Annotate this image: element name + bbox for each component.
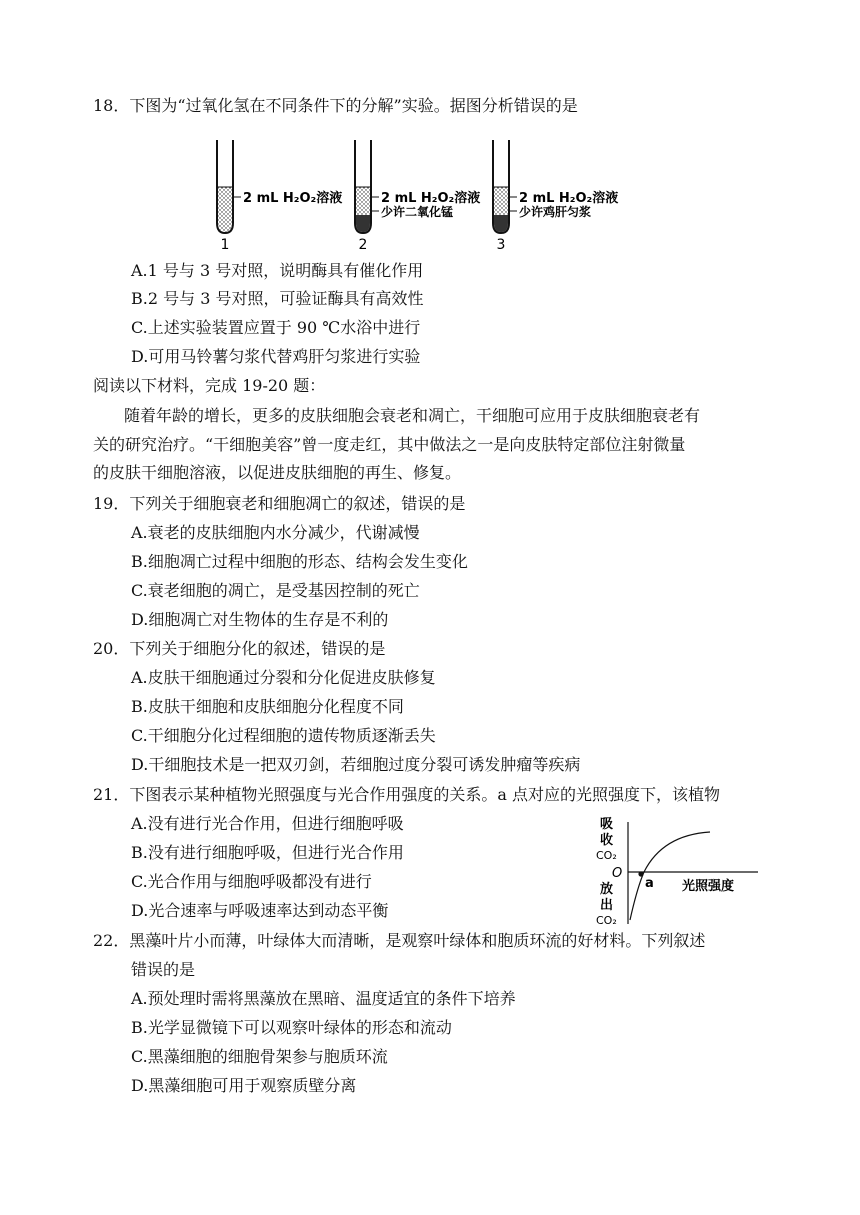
tube-2-number: 2: [358, 237, 368, 253]
y-top-label-3: CO₂: [596, 849, 617, 862]
q21-option-a: A.没有进行光合作用，但进行细胞呼吸: [131, 814, 404, 833]
q18-option-b: B.2 号与 3 号对照，可验证酶具有高效性: [131, 289, 424, 308]
q22-stem-line-2: 错误的是: [131, 960, 196, 979]
tube-1-number: 1: [220, 237, 230, 253]
tube-3-label: 2 mL H₂O₂溶液: [519, 191, 619, 206]
q20-option-d: D.干细胞技术是一把双刃剑，若细胞过度分裂可诱发肿瘤等疾病: [131, 755, 581, 774]
q18-option-d: D.可用马铃薯匀浆代替鸡肝匀浆进行实验: [131, 347, 421, 366]
q18-option-c: C.上述实验装置应置于 90 ℃水浴中进行: [131, 318, 421, 337]
q22-option-c: C.黑藻细胞的细胞骨架参与胞质环流: [131, 1047, 388, 1066]
q21-option-d: D.光合速率与呼吸速率达到动态平衡: [131, 901, 389, 920]
test-tube-3: [493, 140, 618, 253]
q22-option-b: B.光学显微镜下可以观察叶绿体的形态和流动: [131, 1018, 452, 1037]
q21-option-c: C.光合作用与细胞呼吸都没有进行: [131, 872, 372, 891]
tube-2-label: 2 mL H₂O₂溶液: [381, 191, 481, 206]
y-top-label-2: 收: [600, 833, 614, 848]
origin-label: O: [612, 866, 623, 881]
x-axis-label: 光照强度: [682, 879, 735, 894]
y-bottom-label-1: 放: [600, 882, 614, 897]
y-bottom-label-3: CO₂: [596, 914, 617, 927]
q21-stem: 21．下图表示某种植物光照强度与光合作用强度的关系。a 点对应的光照强度下，该植物: [93, 785, 720, 804]
q18-stem: 18．下图为“过氧化氢在不同条件下的分解”实验。据图分析错误的是: [93, 96, 578, 115]
q22-option-d: D.黑藻细胞可用于观察质壁分离: [131, 1076, 357, 1095]
q19-option-b: B.细胞凋亡过程中细胞的形态、结构会发生变化: [131, 552, 468, 571]
point-a-marker: [638, 871, 643, 876]
q21-light-photosynthesis-graph: [590, 812, 770, 930]
tube-3-number: 3: [496, 237, 506, 253]
material-line-3: 的皮肤干细胞溶液，以促进皮肤细胞的再生、修复。: [93, 463, 462, 482]
y-top-label-1: 吸: [600, 817, 614, 832]
tube-1-label: 2 mL H₂O₂溶液: [243, 191, 343, 206]
q19-option-c: C.衰老细胞的凋亡，是受基因控制的死亡: [131, 581, 420, 600]
material-intro: 阅读以下材料，完成 19-20 题：: [93, 376, 326, 395]
tube-3-additive: 少许鸡肝匀浆: [519, 205, 592, 219]
q22-option-a: A.预处理时需将黑藻放在黑暗、温度适宜的条件下培养: [131, 989, 516, 1008]
q19-option-a: A.衰老的皮肤细胞内水分减少，代谢减慢: [131, 523, 420, 542]
q20-option-b: B.皮肤干细胞和皮肤细胞分化程度不同: [131, 697, 404, 716]
q20-option-c: C.干细胞分化过程细胞的遗传物质逐渐丢失: [131, 726, 436, 745]
y-bottom-label-2: 出: [600, 898, 614, 913]
q18-test-tube-figure: [205, 135, 625, 253]
q22-stem-line-1: 22．黑藻叶片小而薄，叶绿体大而清晰，是观察叶绿体和胞质环流的好材料。下列叙述: [93, 931, 706, 950]
q20-stem: 20．下列关于细胞分化的叙述，错误的是: [93, 639, 386, 658]
material-line-2: 关的研究治疗。“干细胞美容”曾一度走红，其中做法之一是向皮肤特定部位注射微量: [93, 435, 686, 454]
test-tube-1: [217, 140, 342, 253]
q19-stem: 19．下列关于细胞衰老和细胞凋亡的叙述，错误的是: [93, 494, 466, 513]
q18-option-a: A.1 号与 3 号对照，说明酶具有催化作用: [131, 261, 424, 280]
material-line-1: 随着年龄的增长，更多的皮肤细胞会衰老和凋亡，干细胞可应用于皮肤细胞衰老有: [124, 406, 701, 425]
q20-option-a: A.皮肤干细胞通过分裂和分化促进皮肤修复: [131, 668, 436, 687]
tube-2-additive: 少许二氧化锰: [381, 205, 454, 219]
q19-option-d: D.细胞凋亡对生物体的生存是不利的: [131, 610, 389, 629]
point-a-label: a: [645, 876, 654, 891]
test-tube-2: [355, 140, 480, 253]
q21-option-b: B.没有进行细胞呼吸，但进行光合作用: [131, 843, 404, 862]
